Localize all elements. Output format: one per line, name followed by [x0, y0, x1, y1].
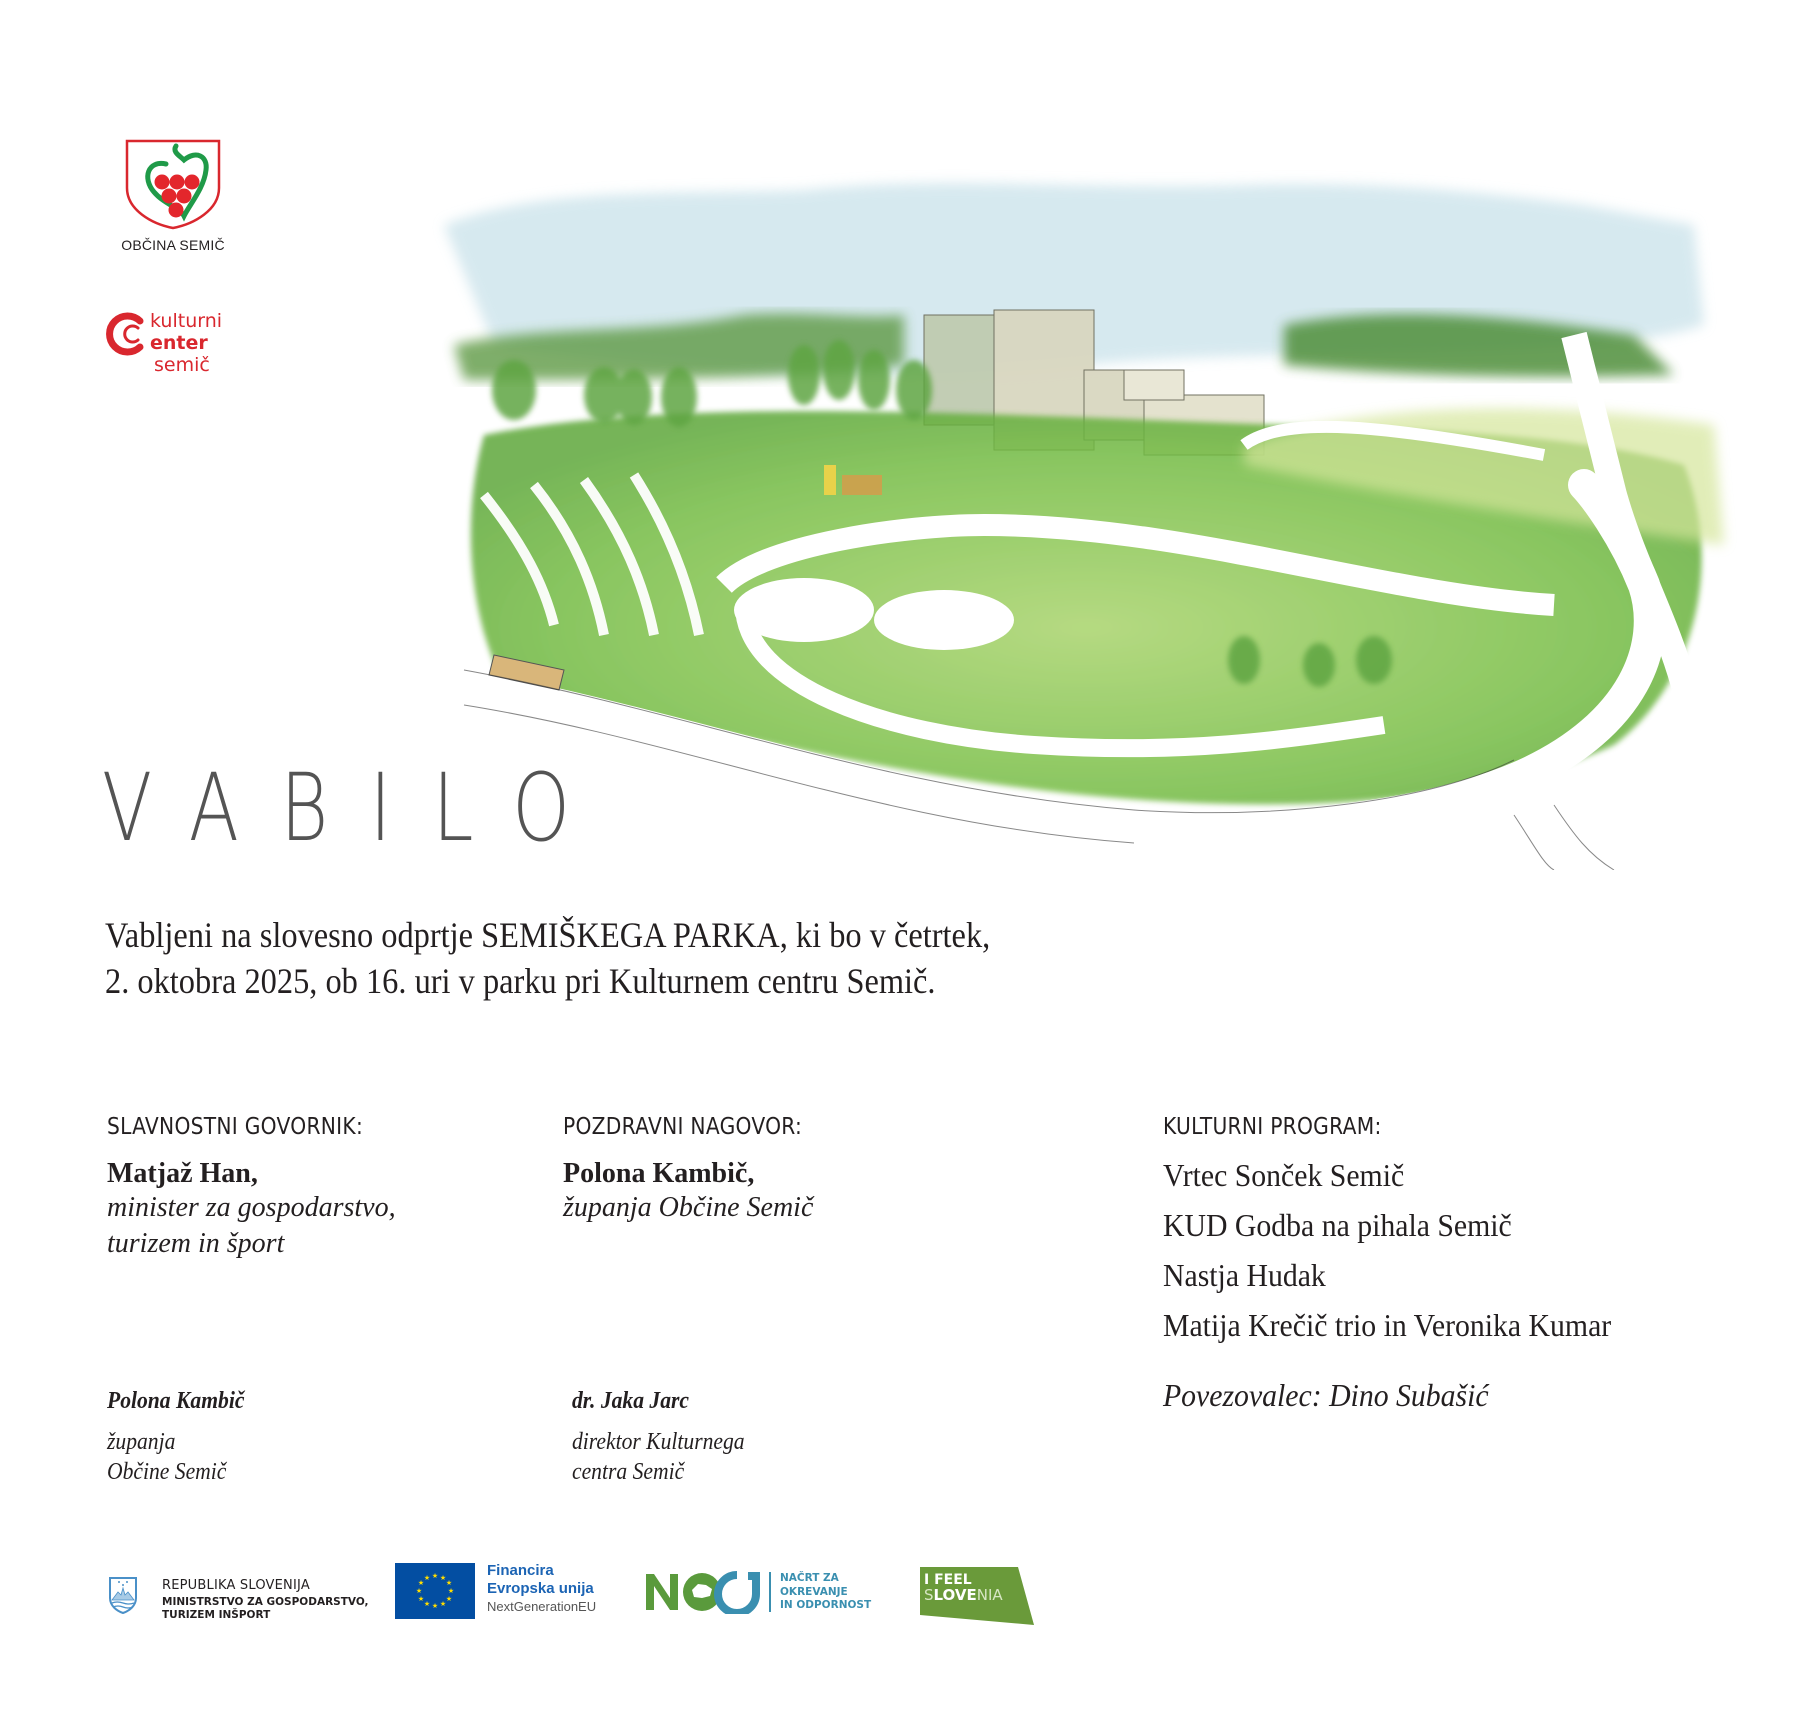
- welcome-address-section: [563, 1114, 835, 1226]
- signature-role: [572, 1427, 745, 1487]
- ifeel-nia: NIA: [976, 1586, 1003, 1604]
- ifeel-love: LOVE: [933, 1586, 977, 1604]
- signature-mayor: [107, 1388, 260, 1487]
- signature-role-line-1: direktor Kulturnega: [572, 1429, 745, 1455]
- eu-funding-logo: [487, 1562, 596, 1616]
- signature-name: dr. Jaka Jarc: [572, 1388, 690, 1414]
- noo-line-3: IN ODPORNOST: [780, 1599, 872, 1611]
- keynote-role-line-1: minister za gospodarstvo,: [107, 1192, 396, 1223]
- keynote-role-line-2: turizem in šport: [107, 1228, 285, 1259]
- kulturni-center-logo: [104, 308, 254, 384]
- keynote-name: Matjaž Han,: [107, 1158, 258, 1189]
- noo-text: [780, 1572, 871, 1613]
- keynote-speaker-section: [107, 1114, 398, 1262]
- republika-line-3: TURIZEM INŠPORT: [162, 1609, 271, 1621]
- republika-slovenija-logo: [162, 1578, 369, 1622]
- kc-line-3: semič: [154, 354, 210, 376]
- republika-line-1: REPUBLIKA SLOVENIJA: [162, 1578, 310, 1593]
- noo-line-2: OKREVANJE: [780, 1585, 848, 1598]
- eu-flag-icon: [395, 1563, 475, 1619]
- svg-text:★: ★: [417, 1579, 425, 1587]
- signature-role-line-2: centra Semič: [572, 1459, 685, 1485]
- svg-text:★: ★: [445, 1579, 453, 1587]
- svg-text:★: ★: [439, 1600, 447, 1608]
- signature-role-line-2: Občine Semič: [107, 1459, 227, 1485]
- signature-name: Polona Kambič: [107, 1388, 245, 1414]
- program-item: KUD Godba na pihala Semič: [1163, 1207, 1512, 1243]
- ifeel-line-1: I FEEL: [924, 1572, 972, 1588]
- noo-line-1: NAČRT ZA: [780, 1572, 839, 1584]
- svg-text:★: ★: [431, 1602, 439, 1610]
- slovenia-crest-icon: [108, 1576, 138, 1614]
- program-item: Nastja Hudak: [1163, 1257, 1326, 1293]
- noo-separator: [769, 1572, 771, 1612]
- eu-line-1: Financira: [487, 1562, 554, 1579]
- svg-text:★: ★: [417, 1595, 425, 1603]
- invitation-text: [105, 912, 990, 1004]
- obcina-semic-coat-of-arms-icon: [124, 138, 222, 230]
- program-item: Matija Krečič trio in Veronika Kumar: [1163, 1307, 1612, 1343]
- ifeel-s: S: [924, 1586, 934, 1604]
- noo-logo-icon: [644, 1570, 762, 1614]
- i-feel-slovenia-logo: [920, 1567, 1035, 1625]
- svg-text:★: ★: [423, 1600, 431, 1608]
- welcome-heading: POZDRAVNI NAGOVOR:: [563, 1114, 803, 1140]
- svg-text:★: ★: [445, 1595, 453, 1603]
- welcome-role: županja Občine Semič: [563, 1192, 814, 1223]
- signature-role-line-1: županja: [107, 1429, 176, 1455]
- kc-line-2: enter: [150, 332, 208, 354]
- eu-line-3: NextGenerationEU: [487, 1599, 597, 1614]
- svg-text:★: ★: [423, 1574, 431, 1582]
- republika-line-2: MINISTRSTVO ZA GOSPODARSTVO,: [162, 1596, 369, 1608]
- invitation-line-1: Vabljeni na slovesno odprtje SEMIŠKEGA PARKA, ki bo v četrtek,: [105, 915, 991, 955]
- signature-director: [572, 1388, 764, 1487]
- program-host: Povezovalec: Dino Subašić: [1163, 1377, 1489, 1413]
- svg-text:★: ★: [439, 1574, 447, 1582]
- svg-text:★: ★: [431, 1572, 439, 1580]
- eu-line-2: Evropska unija: [487, 1580, 594, 1597]
- kc-double-c-icon: [104, 312, 148, 356]
- welcome-name: Polona Kambič,: [563, 1158, 755, 1189]
- page-title: VABILO: [102, 754, 612, 863]
- keynote-heading: SLAVNOSTNI GOVORNIK:: [107, 1114, 364, 1140]
- svg-text:★: ★: [447, 1587, 455, 1595]
- cultural-program-section: [1163, 1114, 1645, 1420]
- svg-text:★: ★: [415, 1587, 423, 1595]
- invitation-line-2: 2. oktobra 2025, ob 16. uri v parku pri Kulturnem centru Semič.: [105, 961, 936, 1001]
- program-item: Vrtec Sonček Semič: [1163, 1157, 1405, 1193]
- kc-line-1: kulturni: [150, 310, 223, 332]
- program-heading: KULTURNI PROGRAM:: [1163, 1114, 1382, 1140]
- municipality-name: OBČINA SEMIČ: [121, 237, 225, 253]
- signature-role: [107, 1427, 244, 1487]
